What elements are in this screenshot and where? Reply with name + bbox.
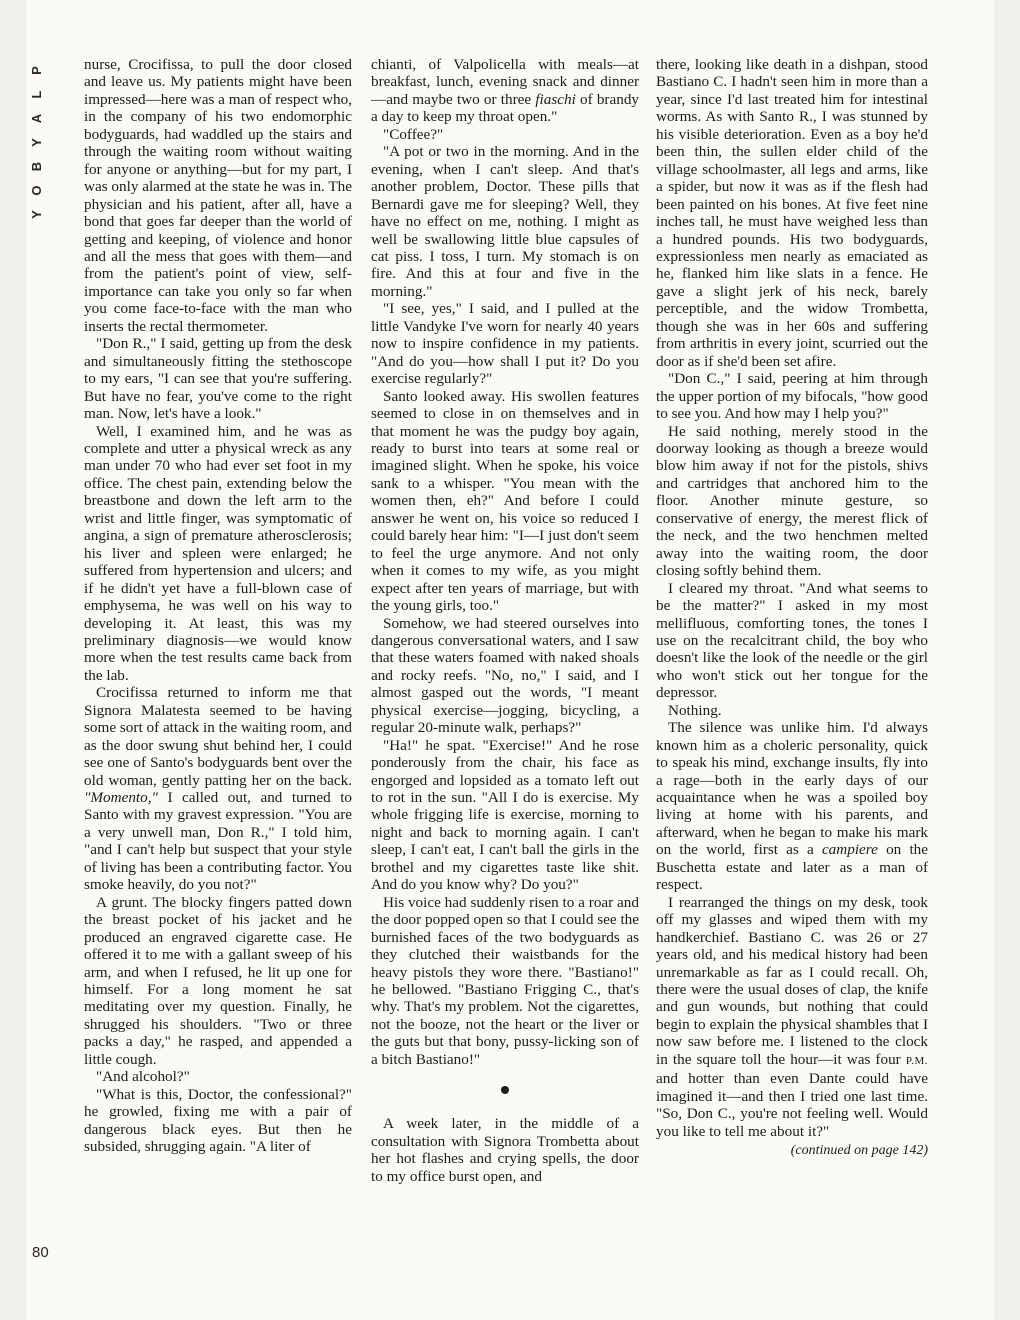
running-head — [26, 58, 48, 226]
paragraph: Somehow, we had steered ourselves into dangerous conversational waters, and I saw that these waters foamed with naked shoals and rocky reefs. "No, no," I said, and I almost gasped out the words, "I meant physical exercise—jogging, bicycling, a regular 20-minute walk, perhaps?" — [371, 614, 639, 737]
paragraph-text: I called out, and turned to Santo with my gravest expression. "You are a very unwell man, Don R.," I told him, "and I can't help but suspect that your style of living has been a contributing factor. You smoke heavily, do you not?" — [84, 789, 353, 894]
paragraph-text: I rearranged the things on my desk, took off my glasses and wiped them with my handkerchief. Bastiano C. was 26 or 27 years old, and his medical history had been unremarkable as far as I could recall. Oh, there were the usual doses of clap, the knife and gun wounds, but nothing that could begin to explain the physical shambles that I now saw before me. I listened to the clock in the square toll the hour—it was four — [656, 893, 928, 1068]
page-edge-left — [0, 0, 26, 1320]
running-head-letter: L — [29, 89, 44, 99]
paragraph: Santo looked away. His swollen features seemed to close in on themselves and in that moment he was the pudgy boy again, ready to burst into tears at some real or imagined slight. When he spoke, his voice sank to a whisper. "You mean with the women then, eh?" And before I could answer he went on, his voice so reduced I could barely hear him: "I—I just don't seem to feel the urge anymore. And not only when it comes to my wife, as you might expect after ten years of marriage, but with the young girls, too." — [371, 387, 639, 615]
paragraph-text: Crocifissa returned to inform me that Signora Malatesta seemed to be having some sort of attack in the waiting room, and as the door swung shut behind her, I could see one of Santo's bodyguards bent over the old woman, gently patting her on the back. — [84, 684, 352, 789]
paragraph — [656, 894, 928, 1140]
paragraph-text: chianti, of Valpolicella with meals—at breakfast, lunch, evening snack and dinner—and maybe two or three — [371, 56, 639, 108]
paragraph: "And alcohol?" — [96, 1068, 190, 1086]
paragraph: "Coffee?" — [383, 125, 444, 143]
running-head-letter: O — [29, 184, 44, 196]
paragraph-text: of brandy a day to keep my throat open." — [371, 90, 640, 126]
paragraph: "I see, yes," I said, and I pulled at the little Vandyke I've worn for nearly 40 years now to inspire confidence in my patients. "And do you—how shall I put it? Do you exercise regularly?" — [371, 300, 639, 388]
paragraph: A grunt. The blocky fingers patted down the breast pocket of his jacket and he produced an engraved cigarette case. He offered it to me with a gallant sweep of his arm, and when I refused, he lit up one for himself. For a long moment he sat meditating over my question. Finally, he shrugged his shoulders. "Two or three packs a day," he rasped, and appended a little cough. — [84, 893, 352, 1068]
paragraph — [656, 719, 928, 894]
paragraph: Nothing. — [668, 701, 722, 719]
page-edge-right — [994, 0, 1020, 1320]
paragraph: "A pot or two in the morning. And in the evening, when I can't sleep. And that's another problem, Doctor. These pills that Bernardi gave me for sleeping? Well, they have no effect on me, nothing. I might as well be swallowing little blue capsules of cat piss. I toss, I turn. My stomach is on fire. And this at four and five in the morning." — [371, 143, 639, 300]
paragraph — [371, 56, 639, 126]
paragraph: His voice had suddenly risen to a roar and the door popped open so that I could see the burnished faces of the two bodyguards as they clutched their waistbands for the heavy pistols they wore there. "Bastiano!" he bellowed. "Bastiano Frigging C., that's why. That's my problem. Not the cigarettes, not the booze, not the heart or the liver or the guts but that bony, pussy-licking son of a bitch Bastiano!" — [371, 893, 639, 1068]
continued-note: (continued on page 142) — [790, 1143, 928, 1159]
paragraph-text: The silence was unlike him. I'd always known him as a choleric personality, quick to speak his mind, exchange insults, fly into a rage—both in the early days of our acquaintance when he was a spoiled boy living at home with his parents, and afterward, when he began to make his mark on the world, first as a — [656, 719, 928, 859]
running-head-letter: Y — [29, 209, 44, 219]
running-head-letter: A — [29, 112, 44, 124]
paragraph-text: on the Buschetta estate and later as a man of respect. — [656, 841, 929, 894]
paragraph: "What is this, Doctor, the confessional?" he growled, fixing me with a pair of dangerous black eyes. But then he subsided, shrugging again. "A liter of — [84, 1085, 352, 1156]
running-head-letter: Y — [29, 137, 44, 147]
column-2 — [371, 56, 639, 1185]
paragraph: He said nothing, merely stood in the doorway looking as though a breeze would blow him away if not for the pistols, shivs and cartridges that anchored him to the floor. Another minute gesture, so conservative of energy, the merest flick of the neck, and the two henchmen melted away into the waiting room, the door closing softly behind them. — [656, 422, 928, 580]
italic-word: campiere — [821, 841, 878, 859]
italic-word: fiaschi — [535, 90, 576, 108]
italic-word: "Momento," — [84, 789, 158, 807]
paragraph — [84, 684, 352, 893]
section-break-dot — [371, 1083, 639, 1099]
paragraph: there, looking like death in a dishpan, stood Bastiano C. I hadn't seen him in more than a year, since I'd last treated him for intestinal worms. As with Santo R., I was stunned by his visible deterioration. Even as a boy he'd been thin, the sullen elder child of the village schoolmaster, all legs and arms, like a spider, but now it was as if the flesh had been painted on his bones. At five feet nine inches tall, he must have weighed less than a hundred pounds. His two bodyguards, expressionless men nearly as emaciated as he, flanked him like slats in a fence. He gave a slight jerk of his neck, barely perceptible, and the widow Trombetta, though she was in her 60s and suffering from arthritis in every joint, scurried out the door as if she'd been set afire. — [656, 56, 928, 370]
running-head-letter: P — [29, 65, 44, 75]
paragraph-text: and hotter than even Dante could have imagined it—and then I tried one last time. "So, Don C., you're not feeling well. Would you like to tell me about it?" — [656, 1070, 928, 1140]
paragraph: "Don R.," I said, getting up from the desk and simultaneously fitting the stethoscope to my ears, "I can see that you're suffering. But have no fear, you've come to the right man. Now, let's have a look." — [84, 335, 352, 423]
small-caps-time: P.M. — [905, 1054, 928, 1067]
paragraph: I cleared my throat. "And what seems to be the matter?" I asked in my most mellifluous, comforting tones, the tones I use on the recalcitrant child, the boy who doesn't like the look of the needle or the girl who won't stick out her tongue for the depressor. — [656, 579, 928, 702]
running-head-letter: B — [29, 160, 44, 172]
paragraph: A week later, in the middle of a consultation with Signora Trombetta about her hot flashes and crying spells, the door to my office burst open, and — [371, 1115, 639, 1185]
paragraph: nurse, Crocifissa, to pull the door closed and leave us. My patients might have been impressed—here was a man of respect who, in the company of his two endomorphic bodyguards, had waddled up the stairs and through the waiting room without waiting for anyone or anything—but for my part, I was only alarmed at the state he was in. The physician and his patient, after all, have a bond that goes far deeper than the world of getting and keeping, of violence and honor and all the mess that goes with them—and from the patient's point of view, self-importance can take you only so far when you come face-to-face with the man who inserts the rectal thermometer. — [84, 56, 352, 335]
paragraph: Well, I examined him, and he was as complete and utter a physical wreck as any man under 70 who had ever set foot in my office. The chest pain, extending below the breastbone and down the left arm to the wrist and little finger, was symptomatic of angina, a sign of premature atherosclerosis; his liver and spleen were enlarged; he suffered from hypertension and ulcers; and if he didn't yet have a full-blown case of emphysema, he was well on his way to developing it. At least, this was my preliminary diagnosis—we would know more when the test results came back from the lab. — [84, 422, 352, 684]
paragraph: "Don C.," I said, peering at him through the upper portion of my bifocals, "how good to see you. And how may I help you?" — [656, 370, 928, 423]
paragraph: "Ha!" he spat. "Exercise!" And he rose ponderously from the chair, his face as engorged and lopsided as a tomato left out to rot in the sun. "All I do is exercise. My whole frigging life is exercise, morning to night and back to morning again. I can't sleep, I can't eat, I can't ball the girls in the brothel and my cigarettes taste like shit. And do you know why? Do you?" — [371, 736, 639, 894]
page-number: 80 — [32, 1244, 49, 1261]
column-1 — [84, 56, 352, 1156]
column-3 — [656, 56, 928, 1160]
